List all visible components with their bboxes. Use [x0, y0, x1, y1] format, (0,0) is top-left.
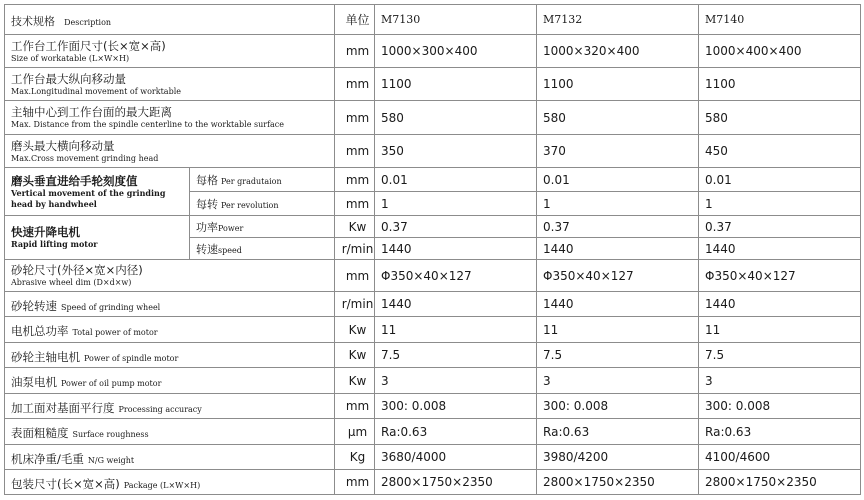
row-value: 300: 0.008	[537, 394, 699, 419]
row-unit: r/min	[335, 238, 375, 260]
row-value: 1440	[537, 238, 699, 260]
row-value: 1100	[537, 68, 699, 101]
header-spec-en: Description	[64, 18, 112, 27]
table-row	[5, 35, 861, 68]
row-value: 3680/4000	[375, 445, 537, 470]
row-value: 1000×400×400	[699, 35, 861, 68]
row-value: 0.01	[699, 168, 861, 192]
table-row	[5, 168, 861, 192]
row-value: 11	[375, 317, 537, 343]
row-unit: Kw	[335, 317, 375, 343]
row-unit: mm	[335, 394, 375, 419]
header-row	[5, 5, 861, 35]
row-value: 0.37	[699, 216, 861, 238]
row-value: 3	[699, 368, 861, 394]
row-value: 3	[375, 368, 537, 394]
table-row	[5, 343, 861, 368]
row-value: 1440	[699, 238, 861, 260]
row-unit: Kw	[335, 343, 375, 368]
row-label: 机床净重/毛重 N/G weight	[5, 445, 335, 470]
row-value: 370	[537, 135, 699, 168]
row-value: 1	[375, 192, 537, 216]
header-model-1: M7130	[375, 5, 537, 35]
row-value: 2800×1750×2350	[699, 470, 861, 495]
table-row	[5, 470, 861, 495]
table-row	[5, 445, 861, 470]
sub-label: 每转 Per revolution	[190, 192, 335, 216]
row-label: 工作台工作面尺寸(长×宽×高) Size of workatable (L×W×H)	[5, 35, 335, 68]
row-label: 油泵电机 Power of oil pump motor	[5, 368, 335, 394]
row-label: 工作台最大纵向移动量 Max.Longitudinal movement of worktable	[5, 68, 335, 101]
row-value: Φ350×40×127	[375, 260, 537, 292]
row-value: 1	[699, 192, 861, 216]
row-value: 350	[375, 135, 537, 168]
row-unit: μm	[335, 419, 375, 445]
row-value: 450	[699, 135, 861, 168]
row-unit: mm	[335, 168, 375, 192]
row-value: 11	[699, 317, 861, 343]
table-row	[5, 419, 861, 445]
row-unit: Kw	[335, 368, 375, 394]
row-value: Ra:0.63	[699, 419, 861, 445]
row-label: 主轴中心到工作台面的最大距离 Max. Distance from the spindle centerline to the worktable surface	[5, 101, 335, 135]
row-unit: Kw	[335, 216, 375, 238]
row-value: 0.37	[375, 216, 537, 238]
sub-label: 功率Power	[190, 216, 335, 238]
row-value: 580	[537, 101, 699, 135]
row-value: 1440	[699, 292, 861, 317]
row-value: 0.37	[537, 216, 699, 238]
header-unit: 单位	[335, 5, 375, 35]
row-value: 4100/4600	[699, 445, 861, 470]
table-row	[5, 292, 861, 317]
row-value: 2800×1750×2350	[375, 470, 537, 495]
row-value: Ra:0.63	[375, 419, 537, 445]
header-model-2: M7132	[537, 5, 699, 35]
row-value: 1000×300×400	[375, 35, 537, 68]
row-value: 7.5	[699, 343, 861, 368]
row-unit: Kg	[335, 445, 375, 470]
row-value: 1440	[537, 292, 699, 317]
header-model-3: M7140	[699, 5, 861, 35]
group-label-handwheel: 磨头垂直进给手轮刻度值 Vertical movement of the grinding head by handwheel	[5, 168, 190, 216]
row-unit: mm	[335, 68, 375, 101]
spec-table	[4, 4, 861, 495]
row-unit: mm	[335, 192, 375, 216]
table-row	[5, 368, 861, 394]
sub-label: 转速speed	[190, 238, 335, 260]
row-value: 0.01	[375, 168, 537, 192]
row-value: 1440	[375, 238, 537, 260]
row-value: 1	[537, 192, 699, 216]
row-label: 表面粗糙度 Surface roughness	[5, 419, 335, 445]
row-unit: mm	[335, 101, 375, 135]
row-value: 3	[537, 368, 699, 394]
row-value: 580	[375, 101, 537, 135]
row-value: 1000×320×400	[537, 35, 699, 68]
table-row	[5, 135, 861, 168]
table-row	[5, 317, 861, 343]
row-unit: mm	[335, 260, 375, 292]
row-value: 3980/4200	[537, 445, 699, 470]
row-value: 1100	[699, 68, 861, 101]
row-label: 磨头最大横向移动量 Max.Cross movement grinding head	[5, 135, 335, 168]
table-row	[5, 260, 861, 292]
row-label: 砂轮转速 Speed of grinding wheel	[5, 292, 335, 317]
row-value: 11	[537, 317, 699, 343]
table-row	[5, 101, 861, 135]
row-value: 580	[699, 101, 861, 135]
row-value: 7.5	[537, 343, 699, 368]
table-row	[5, 216, 861, 238]
table-row	[5, 68, 861, 101]
row-value: Φ350×40×127	[699, 260, 861, 292]
row-value: 300: 0.008	[375, 394, 537, 419]
header-spec: 技术规格 Description	[5, 5, 335, 35]
row-value: 7.5	[375, 343, 537, 368]
row-value: 1100	[375, 68, 537, 101]
row-label: 砂轮主轴电机 Power of spindle motor	[5, 343, 335, 368]
row-value: 300: 0.008	[699, 394, 861, 419]
row-label: 包装尺寸(长×宽×高) Package (L×W×H)	[5, 470, 335, 495]
group-label-lifting: 快速升降电机 Rapid lifting motor	[5, 216, 190, 260]
row-value: Φ350×40×127	[537, 260, 699, 292]
row-unit: mm	[335, 470, 375, 495]
row-unit: r/min	[335, 292, 375, 317]
row-label: 电机总功率 Total power of motor	[5, 317, 335, 343]
row-label: 加工面对基面平行度 Processing accuracy	[5, 394, 335, 419]
row-unit: mm	[335, 135, 375, 168]
row-label: 砂轮尺寸(外径×宽×内径) Abrasive wheel dim (D×d×w)	[5, 260, 335, 292]
row-value: 2800×1750×2350	[537, 470, 699, 495]
table-row	[5, 394, 861, 419]
row-value: 1440	[375, 292, 537, 317]
row-value: Ra:0.63	[537, 419, 699, 445]
row-unit: mm	[335, 35, 375, 68]
sub-label: 每格 Per gradutaion	[190, 168, 335, 192]
row-value: 0.01	[537, 168, 699, 192]
